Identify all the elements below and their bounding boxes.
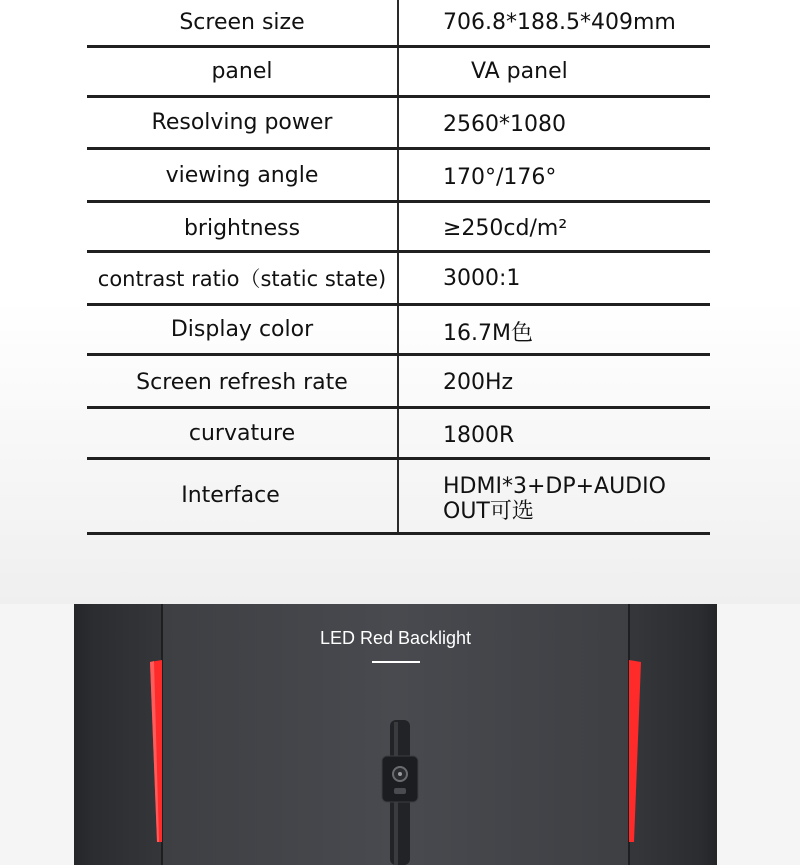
spec-label-brightness: brightness	[183, 215, 301, 241]
backlight-photo	[74, 604, 717, 865]
spec-label-refresh-rate: Screen refresh rate	[136, 369, 348, 395]
joystick-center	[398, 772, 402, 776]
photo-title: LED Red Backlight	[319, 628, 472, 648]
spec-value-panel: VA panel	[471, 59, 568, 84]
spec-label-viewing-angle: viewing angle	[165, 162, 319, 188]
spec-value-contrast-ratio: 3000:1	[443, 265, 521, 291]
spec-label-interface: Interface	[181, 482, 280, 508]
spec-label-panel: panel	[211, 59, 273, 84]
spec-value-interface: HDMI*3+DP+AUDIO OUT可选	[443, 473, 666, 524]
spec-value-viewing-angle: 170°/176°	[443, 164, 557, 190]
spec-value-curvature: 1800R	[443, 422, 515, 448]
spec-label-display-color: Display color	[170, 316, 314, 342]
spec-label-curvature: curvature	[188, 420, 296, 446]
title-underline	[372, 661, 420, 663]
spec-value-refresh-rate: 200Hz	[443, 369, 514, 395]
spec-label-resolving-power: Resolving power	[151, 110, 333, 135]
spec-value-display-color: 16.7M色	[443, 320, 533, 346]
spec-value-resolving-power: 2560*1080	[443, 112, 566, 137]
spec-label-contrast-ratio: contrast ratio（static state)	[97, 267, 387, 291]
spec-label-screen-size: Screen size	[179, 10, 305, 35]
spec-value-brightness: ≥250cd/m²	[443, 215, 568, 241]
bracket-clip	[394, 788, 406, 794]
column-divider	[397, 0, 399, 534]
spec-value-screen-size: 706.8*188.5*409mm	[443, 10, 676, 35]
